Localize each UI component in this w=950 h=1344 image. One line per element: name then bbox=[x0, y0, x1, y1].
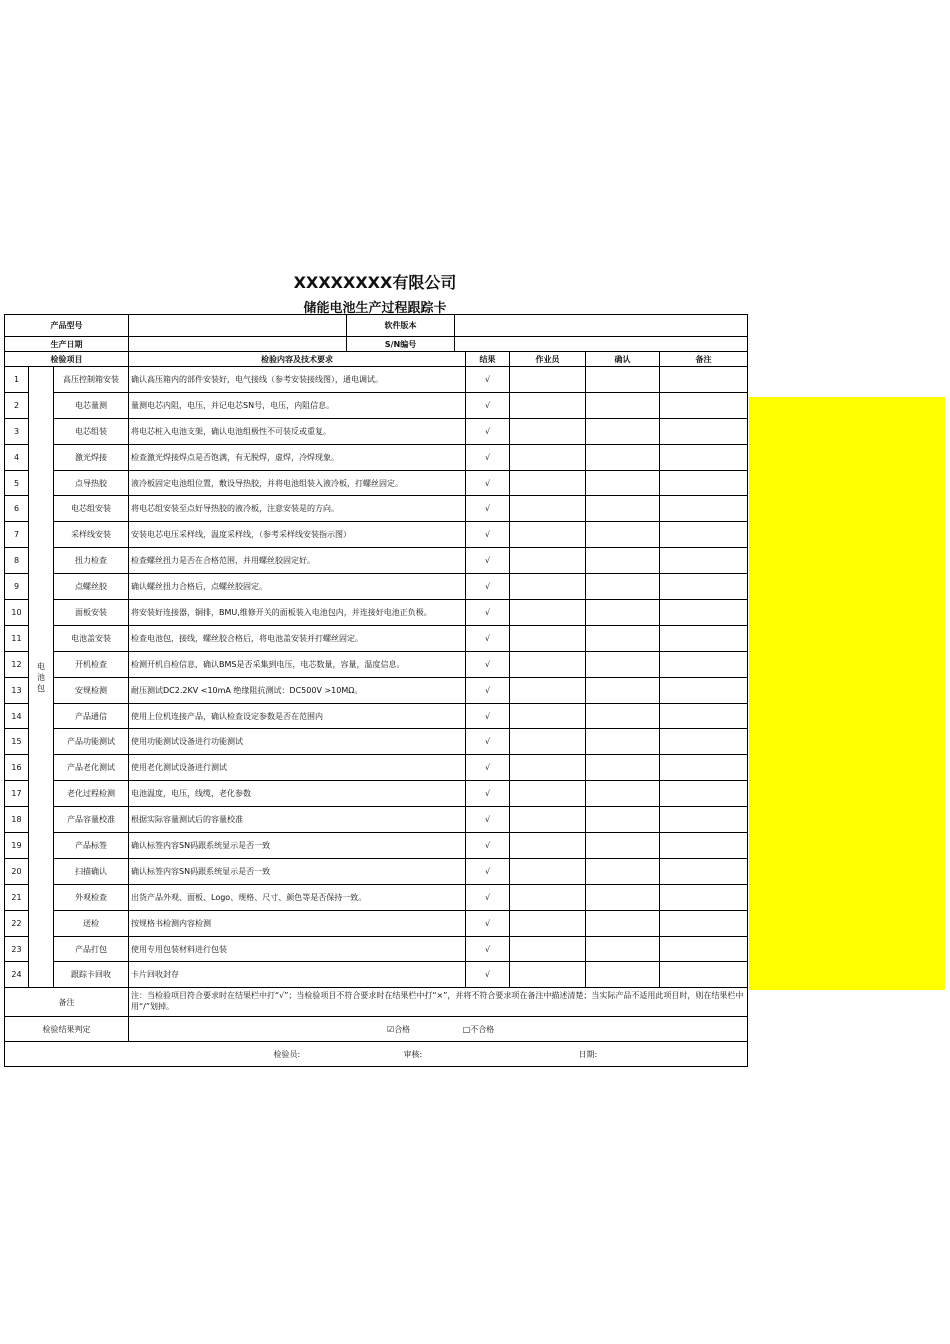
inspection-item: 送检 bbox=[54, 910, 129, 936]
remark-cell[interactable] bbox=[660, 367, 748, 393]
confirm-cell[interactable] bbox=[586, 600, 660, 626]
operator-cell[interactable] bbox=[510, 367, 586, 393]
inspection-item: 电池盖安装 bbox=[54, 625, 129, 651]
product-model-value[interactable] bbox=[129, 315, 347, 337]
col-header-item: 检验项目 bbox=[5, 352, 129, 367]
operator-cell[interactable] bbox=[510, 936, 586, 962]
judgement-label: 检验结果判定 bbox=[5, 1017, 129, 1042]
sn-number-value[interactable] bbox=[455, 337, 748, 352]
inspection-content: 确认标签内容SN码跟系统显示是否一致 bbox=[129, 833, 466, 859]
confirm-cell[interactable] bbox=[586, 703, 660, 729]
result-cell[interactable]: √ bbox=[466, 677, 510, 703]
row-number: 17 bbox=[5, 781, 29, 807]
row-number: 18 bbox=[5, 807, 29, 833]
inspection-content: 使用老化测试设备进行测试 bbox=[129, 755, 466, 781]
operator-cell[interactable] bbox=[510, 651, 586, 677]
inspector-label: 检验员: bbox=[273, 1049, 301, 1059]
operator-cell[interactable] bbox=[510, 574, 586, 600]
confirm-cell[interactable] bbox=[586, 574, 660, 600]
table-row bbox=[5, 367, 748, 393]
remark-cell[interactable] bbox=[660, 625, 748, 651]
remark-text: 注：当检验项目符合要求时在结果栏中打“√”；当检验项目不符合要求时在结果栏中打“×”，并将不符合要求项在备注中描述清楚；当实际产品不适用此项目时，则在结果栏中用“/”划掉。 bbox=[129, 988, 748, 1017]
inspection-content: 根据实际容量测试后的容量校准 bbox=[129, 807, 466, 833]
info-row-2 bbox=[5, 337, 748, 352]
row-number: 9 bbox=[5, 574, 29, 600]
row-number: 4 bbox=[5, 444, 29, 470]
inspection-content: 安装电芯电压采样线，温度采样线，（参考采样线安装指示图） bbox=[129, 522, 466, 548]
document-title: 储能电池生产过程跟踪卡 bbox=[303, 301, 447, 316]
production-date-value[interactable] bbox=[129, 337, 347, 352]
result-cell[interactable]: √ bbox=[466, 444, 510, 470]
result-cell[interactable]: √ bbox=[466, 884, 510, 910]
confirm-cell[interactable] bbox=[586, 418, 660, 444]
operator-cell[interactable] bbox=[510, 470, 586, 496]
inspection-content: 将电芯组安装至点好导热胶的液冷板，注意安装是的方向。 bbox=[129, 496, 466, 522]
inspection-item: 外观检查 bbox=[54, 884, 129, 910]
remark-cell[interactable] bbox=[660, 651, 748, 677]
inspection-item: 产品通信 bbox=[54, 703, 129, 729]
sn-number-label: S/N编号 bbox=[347, 337, 455, 352]
inspection-item: 电芯量测 bbox=[54, 392, 129, 418]
result-cell[interactable]: √ bbox=[466, 729, 510, 755]
confirm-cell[interactable] bbox=[586, 729, 660, 755]
inspection-content: 使用上位机连接产品，确认检查设定参数是否在范围内 bbox=[129, 703, 466, 729]
confirm-cell[interactable] bbox=[586, 807, 660, 833]
remark-label: 备注 bbox=[5, 988, 129, 1017]
result-cell[interactable]: √ bbox=[466, 522, 510, 548]
result-cell[interactable]: √ bbox=[466, 807, 510, 833]
inspection-item: 安规检测 bbox=[54, 677, 129, 703]
date-label: 日期: bbox=[578, 1049, 598, 1059]
table-row bbox=[5, 522, 748, 548]
table-row bbox=[5, 807, 748, 833]
info-row-1 bbox=[5, 315, 748, 337]
remark-cell[interactable] bbox=[660, 703, 748, 729]
result-cell[interactable]: √ bbox=[466, 548, 510, 574]
remark-cell[interactable] bbox=[660, 910, 748, 936]
confirm-cell[interactable] bbox=[586, 367, 660, 393]
row-number: 16 bbox=[5, 755, 29, 781]
row-number: 1 bbox=[5, 367, 29, 393]
confirm-cell[interactable] bbox=[586, 496, 660, 522]
operator-cell[interactable] bbox=[510, 392, 586, 418]
operator-cell[interactable] bbox=[510, 962, 586, 988]
remark-cell[interactable] bbox=[660, 936, 748, 962]
inspection-item: 扭力检查 bbox=[54, 548, 129, 574]
inspection-content: 检测开机自检信息，确认BMS是否采集到电压，电芯数量，容量，温度信息。 bbox=[129, 651, 466, 677]
table-row bbox=[5, 729, 748, 755]
table-row bbox=[5, 625, 748, 651]
signature-area bbox=[5, 1042, 748, 1067]
table-row bbox=[5, 858, 748, 884]
table-row bbox=[5, 755, 748, 781]
operator-cell[interactable] bbox=[510, 496, 586, 522]
software-version-value[interactable] bbox=[455, 315, 748, 337]
operator-cell[interactable] bbox=[510, 677, 586, 703]
confirm-cell[interactable] bbox=[586, 781, 660, 807]
row-number: 24 bbox=[5, 962, 29, 988]
row-number: 6 bbox=[5, 496, 29, 522]
remark-cell[interactable] bbox=[660, 548, 748, 574]
remark-cell[interactable] bbox=[660, 470, 748, 496]
table-row bbox=[5, 444, 748, 470]
result-cell[interactable]: √ bbox=[466, 936, 510, 962]
inspection-content: 量测电芯内阻，电压，并记电芯SN号，电压，内阻信息。 bbox=[129, 392, 466, 418]
inspection-content: 电池温度，电压，线缆，老化参数 bbox=[129, 781, 466, 807]
inspection-item: 点螺丝胶 bbox=[54, 574, 129, 600]
remark-cell[interactable] bbox=[660, 884, 748, 910]
confirm-cell[interactable] bbox=[586, 755, 660, 781]
result-cell[interactable]: √ bbox=[466, 703, 510, 729]
col-header-content: 检验内容及技术要求 bbox=[129, 352, 466, 367]
group-label-text: 电池包 bbox=[37, 661, 45, 693]
result-cell[interactable]: √ bbox=[466, 418, 510, 444]
confirm-cell[interactable] bbox=[586, 651, 660, 677]
inspection-content: 将安装好连接器，铜排，BMU,维修开关的面板装入电池包内，并连接好电池正负极。 bbox=[129, 600, 466, 626]
row-number: 13 bbox=[5, 677, 29, 703]
table-row bbox=[5, 496, 748, 522]
result-cell[interactable]: √ bbox=[466, 962, 510, 988]
inspection-item: 跟踪卡回收 bbox=[54, 962, 129, 988]
remark-cell[interactable] bbox=[660, 574, 748, 600]
row-number: 19 bbox=[5, 833, 29, 859]
inspection-item: 点导热胶 bbox=[54, 470, 129, 496]
table-row bbox=[5, 884, 748, 910]
col-header-confirm: 确认 bbox=[586, 352, 660, 367]
row-number: 12 bbox=[5, 651, 29, 677]
remark-cell[interactable] bbox=[660, 600, 748, 626]
confirm-cell[interactable] bbox=[586, 910, 660, 936]
inspection-item: 扫描确认 bbox=[54, 858, 129, 884]
operator-cell[interactable] bbox=[510, 755, 586, 781]
confirm-cell[interactable] bbox=[586, 522, 660, 548]
remark-cell[interactable] bbox=[660, 496, 748, 522]
row-number: 22 bbox=[5, 910, 29, 936]
table-row bbox=[5, 936, 748, 962]
operator-cell[interactable] bbox=[510, 807, 586, 833]
inspection-item: 产品功能测试 bbox=[54, 729, 129, 755]
table-row bbox=[5, 833, 748, 859]
inspection-item: 电芯组安装 bbox=[54, 496, 129, 522]
result-cell[interactable]: √ bbox=[466, 470, 510, 496]
row-number: 14 bbox=[5, 703, 29, 729]
inspection-content: 按规格书检测内容检测 bbox=[129, 910, 466, 936]
operator-cell[interactable] bbox=[510, 625, 586, 651]
remark-cell[interactable] bbox=[660, 444, 748, 470]
inspection-content: 出货产品外观、面板、Logo、规格、尺寸、颜色等是否保持一致。 bbox=[129, 884, 466, 910]
result-cell[interactable]: √ bbox=[466, 392, 510, 418]
inspection-content: 确认标签内容SN码跟系统显示是否一致 bbox=[129, 858, 466, 884]
inspection-item: 激光焊接 bbox=[54, 444, 129, 470]
table-row bbox=[5, 962, 748, 988]
review-label: 审核: bbox=[403, 1049, 423, 1059]
operator-cell[interactable] bbox=[510, 600, 586, 626]
inspection-content: 将电芯桩入电池支架，确认电池组极性不可装反或重复。 bbox=[129, 418, 466, 444]
table-row bbox=[5, 677, 748, 703]
inspection-content: 确认高压箱内的部件安装好，电气接线（参考安装接线图），通电调试。 bbox=[129, 367, 466, 393]
table-row bbox=[5, 418, 748, 444]
result-cell[interactable]: √ bbox=[466, 496, 510, 522]
operator-cell[interactable] bbox=[510, 884, 586, 910]
operator-cell[interactable] bbox=[510, 418, 586, 444]
product-model-label: 产品型号 bbox=[5, 315, 129, 337]
result-cell[interactable]: √ bbox=[466, 651, 510, 677]
inspection-content: 使用功能测试设备进行功能测试 bbox=[129, 729, 466, 755]
confirm-cell[interactable] bbox=[586, 548, 660, 574]
inspection-content: 使用专用包装材料进行包装 bbox=[129, 936, 466, 962]
inspection-item: 面板安装 bbox=[54, 600, 129, 626]
signature-row bbox=[5, 1042, 748, 1067]
inspection-content: 检查螺丝扭力是否在合格范围，并用螺丝胶固定好。 bbox=[129, 548, 466, 574]
row-number: 5 bbox=[5, 470, 29, 496]
col-header-operator: 作业员 bbox=[510, 352, 586, 367]
operator-cell[interactable] bbox=[510, 703, 586, 729]
confirm-cell[interactable] bbox=[586, 444, 660, 470]
inspection-item: 高压控制箱安装 bbox=[54, 367, 129, 393]
remark-cell[interactable] bbox=[660, 755, 748, 781]
row-number: 11 bbox=[5, 625, 29, 651]
remark-cell[interactable] bbox=[660, 807, 748, 833]
operator-cell[interactable] bbox=[510, 522, 586, 548]
software-version-label: 软件版本 bbox=[347, 315, 455, 337]
row-number: 2 bbox=[5, 392, 29, 418]
result-cell[interactable]: √ bbox=[466, 600, 510, 626]
inspection-item: 产品标签 bbox=[54, 833, 129, 859]
confirm-cell[interactable] bbox=[586, 936, 660, 962]
table-row bbox=[5, 600, 748, 626]
table-row bbox=[5, 651, 748, 677]
confirm-cell[interactable] bbox=[586, 625, 660, 651]
confirm-cell[interactable] bbox=[586, 962, 660, 988]
table-row bbox=[5, 470, 748, 496]
column-header-row bbox=[5, 352, 748, 367]
fail-checkbox[interactable]: □不合格 bbox=[462, 1024, 495, 1034]
production-date-label: 生产日期 bbox=[5, 337, 129, 352]
result-cell[interactable]: √ bbox=[466, 858, 510, 884]
row-number: 3 bbox=[5, 418, 29, 444]
remark-cell[interactable] bbox=[660, 962, 748, 988]
result-cell[interactable]: √ bbox=[466, 910, 510, 936]
table-row bbox=[5, 392, 748, 418]
col-header-remark: 备注 bbox=[660, 352, 748, 367]
row-number: 23 bbox=[5, 936, 29, 962]
remark-cell[interactable] bbox=[660, 392, 748, 418]
result-cell[interactable]: √ bbox=[466, 367, 510, 393]
inspection-content: 确认螺丝扭力合格后，点螺丝胶固定。 bbox=[129, 574, 466, 600]
remark-cell[interactable] bbox=[660, 522, 748, 548]
row-number: 20 bbox=[5, 858, 29, 884]
remark-cell[interactable] bbox=[660, 833, 748, 859]
row-number: 15 bbox=[5, 729, 29, 755]
result-cell[interactable]: √ bbox=[466, 781, 510, 807]
row-number: 21 bbox=[5, 884, 29, 910]
operator-cell[interactable] bbox=[510, 858, 586, 884]
confirm-cell[interactable] bbox=[586, 677, 660, 703]
operator-cell[interactable] bbox=[510, 910, 586, 936]
remark-cell[interactable] bbox=[660, 781, 748, 807]
inspection-item: 开机检查 bbox=[54, 651, 129, 677]
row-number: 7 bbox=[5, 522, 29, 548]
result-cell[interactable]: √ bbox=[466, 755, 510, 781]
judgement-options bbox=[129, 1017, 748, 1042]
inspection-item: 产品容量校准 bbox=[54, 807, 129, 833]
operator-cell[interactable] bbox=[510, 548, 586, 574]
confirm-cell[interactable] bbox=[586, 833, 660, 859]
remark-cell[interactable] bbox=[660, 677, 748, 703]
inspection-item: 电芯组装 bbox=[54, 418, 129, 444]
row-number: 8 bbox=[5, 548, 29, 574]
result-cell[interactable]: √ bbox=[466, 833, 510, 859]
yellow-highlight-block bbox=[749, 397, 945, 990]
remark-cell[interactable] bbox=[660, 858, 748, 884]
inspection-item: 老化过程检测 bbox=[54, 781, 129, 807]
table-row bbox=[5, 574, 748, 600]
table-row bbox=[5, 910, 748, 936]
company-name: XXXXXXXX有限公司 bbox=[293, 273, 457, 292]
inspection-sheet bbox=[4, 314, 748, 1067]
inspection-item: 采样线安装 bbox=[54, 522, 129, 548]
inspection-content: 耐压测试DC2.2KV <10mA 绝缘阻抗测试：DC500V >10MΩ。 bbox=[129, 677, 466, 703]
inspection-content: 检查电池包，接线，螺丝胶合格后，将电池盖安装并打螺丝固定。 bbox=[129, 625, 466, 651]
confirm-cell[interactable] bbox=[586, 858, 660, 884]
inspection-content: 卡片回收封存 bbox=[129, 962, 466, 988]
remark-cell[interactable] bbox=[660, 729, 748, 755]
inspection-item: 产品老化测试 bbox=[54, 755, 129, 781]
table-row bbox=[5, 703, 748, 729]
inspection-content: 液冷板固定电池组位置，敷设导热胶，并将电池组装入液冷板，打螺丝固定。 bbox=[129, 470, 466, 496]
row-number: 10 bbox=[5, 600, 29, 626]
remark-row bbox=[5, 988, 748, 1017]
inspection-item: 产品打包 bbox=[54, 936, 129, 962]
operator-cell[interactable] bbox=[510, 729, 586, 755]
confirm-cell[interactable] bbox=[586, 392, 660, 418]
operator-cell[interactable] bbox=[510, 781, 586, 807]
confirm-cell[interactable] bbox=[586, 884, 660, 910]
operator-cell[interactable] bbox=[510, 833, 586, 859]
result-cell[interactable]: √ bbox=[466, 574, 510, 600]
result-cell[interactable]: √ bbox=[466, 625, 510, 651]
col-header-result: 结果 bbox=[466, 352, 510, 367]
judgement-row bbox=[5, 1017, 748, 1042]
table-row bbox=[5, 781, 748, 807]
remark-cell[interactable] bbox=[660, 418, 748, 444]
inspection-content: 检查激光焊接焊点是否饱满，有无脱焊，虚焊，冷焊现象。 bbox=[129, 444, 466, 470]
pass-checkbox[interactable]: ☑合格 bbox=[387, 1024, 411, 1034]
operator-cell[interactable] bbox=[510, 444, 586, 470]
confirm-cell[interactable] bbox=[586, 470, 660, 496]
table-row bbox=[5, 548, 748, 574]
group-label bbox=[29, 367, 54, 988]
